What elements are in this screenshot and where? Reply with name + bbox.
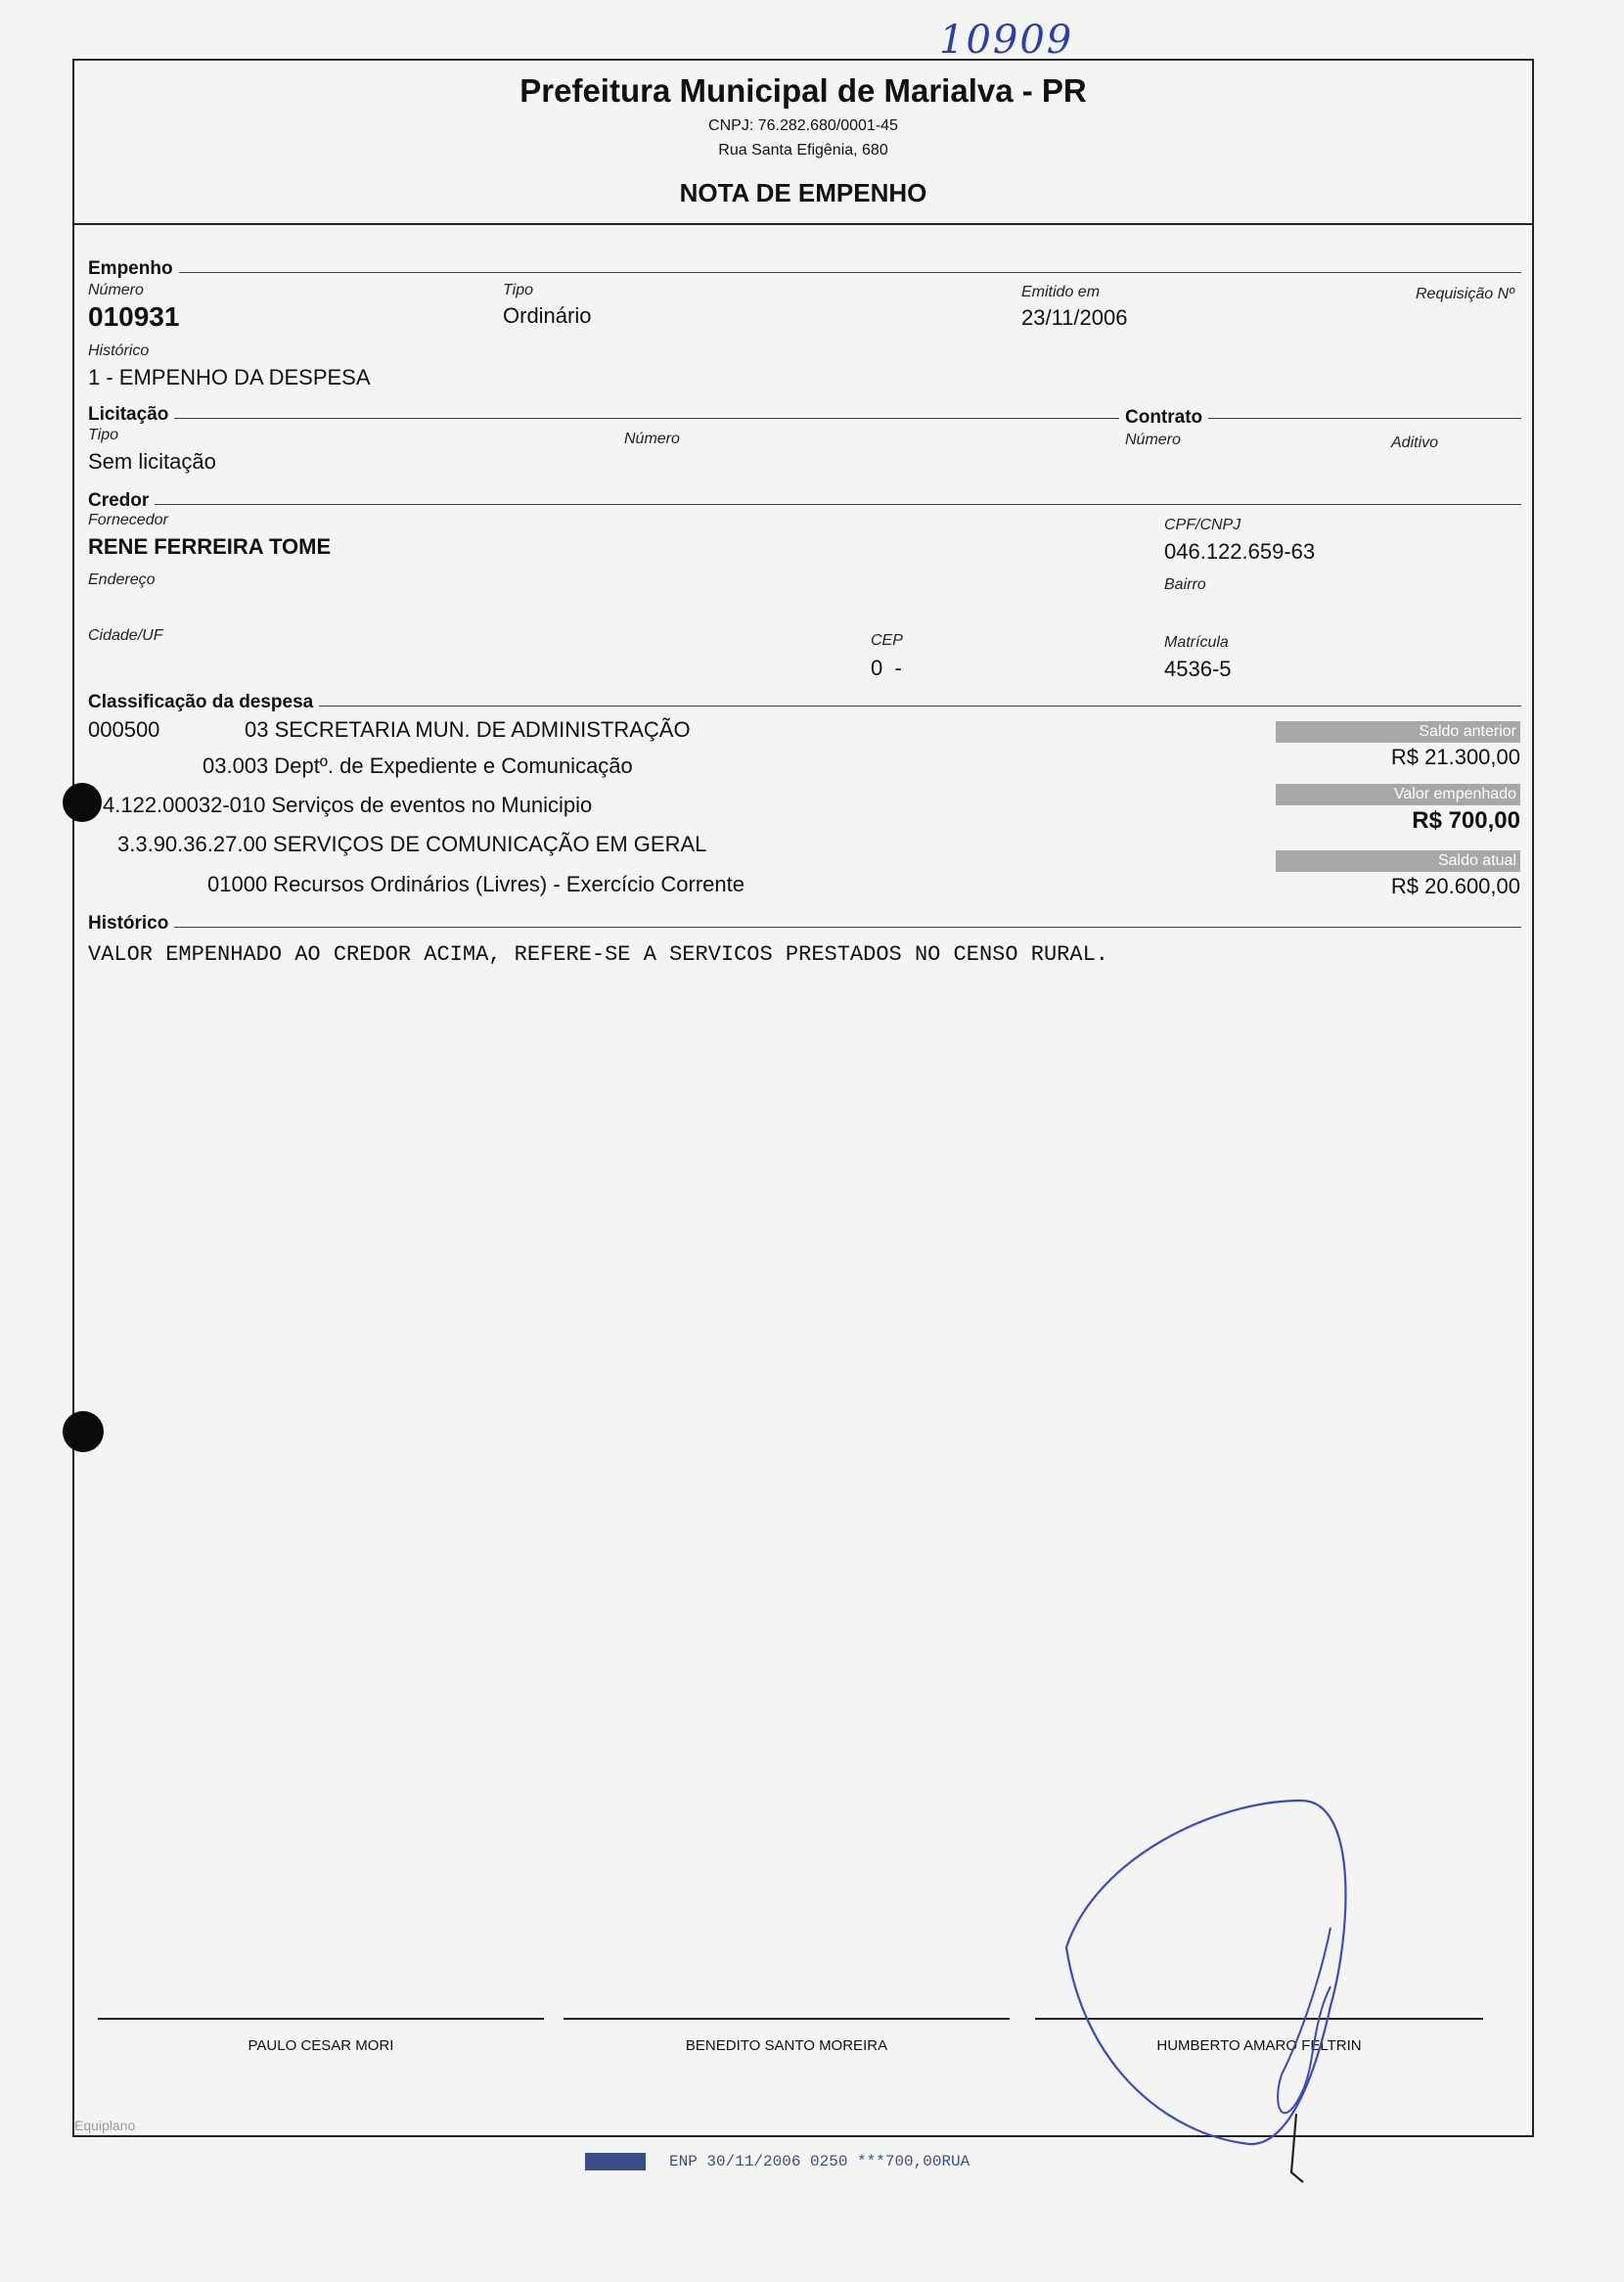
empenho-number: 010931 xyxy=(88,301,180,332)
historico-rule xyxy=(88,927,1521,928)
historico-text: VALOR EMPENHADO AO CREDOR ACIMA, REFERE-SE A SERVICOS PRESTADOS NO CENSO RURAL. xyxy=(88,942,1108,967)
empenho-rule xyxy=(88,272,1521,273)
saldo-anterior-bar: Saldo anterior xyxy=(1276,721,1520,743)
cep-value: 0 - xyxy=(871,656,902,680)
historico-heading: Histórico xyxy=(88,913,174,935)
signature-line-2 xyxy=(564,2018,1010,2020)
classificacao-line3: 4.122.00032-010 Serviços de eventos no Municipio xyxy=(103,793,593,817)
classificacao-code: 000500 xyxy=(88,717,160,742)
emitido-value: 23/11/2006 xyxy=(1021,305,1128,330)
empenho-heading: Empenho xyxy=(88,258,179,280)
fornecedor-label: Fornecedor xyxy=(88,512,168,528)
requisicao-label: Requisição Nº xyxy=(1416,286,1514,302)
licitacao-tipo-value: Sem licitação xyxy=(88,449,216,474)
classificacao-line1: 03 SECRETARIA MUN. DE ADMINISTRAÇÃO xyxy=(245,717,691,742)
contrato-heading: Contrato xyxy=(1119,407,1208,429)
cep-label: CEP xyxy=(871,632,903,649)
cpf-value: 046.122.659-63 xyxy=(1164,539,1316,564)
endereco-label: Endereço xyxy=(88,571,156,588)
handwritten-signature xyxy=(1037,1781,1370,2192)
matricula-value: 4536-5 xyxy=(1164,657,1232,681)
credor-rule xyxy=(88,504,1521,505)
valor-empenhado-bar: Valor empenhado xyxy=(1276,784,1520,805)
software-label: Equiplano xyxy=(74,2118,136,2133)
bairro-label: Bairro xyxy=(1164,576,1206,593)
valor-empenhado-value: R$ 700,00 xyxy=(1412,807,1520,834)
footer-stamp-logo xyxy=(585,2153,646,2170)
signature-name-2: BENEDITO SANTO MOREIRA xyxy=(685,2037,888,2054)
punch-hole-bottom xyxy=(63,1411,104,1452)
licitacao-heading: Licitação xyxy=(88,404,174,426)
cnpj-text: CNPJ: 76.282.680/0001-45 xyxy=(708,117,898,134)
contrato-aditivo-label: Aditivo xyxy=(1391,434,1439,451)
cidade-label: Cidade/UF xyxy=(88,627,163,644)
matricula-label: Matrícula xyxy=(1164,634,1229,651)
licitacao-tipo-label: Tipo xyxy=(88,427,118,443)
saldo-atual-bar: Saldo atual xyxy=(1276,850,1520,872)
emitido-label: Emitido em xyxy=(1021,284,1101,300)
fornecedor-value: RENE FERREIRA TOME xyxy=(88,534,332,559)
signature-line-1 xyxy=(98,2018,544,2020)
page-title: Prefeitura Municipal de Marialva - PR xyxy=(519,72,1087,109)
historico-value: 1 - EMPENHO DA DESPESA xyxy=(88,365,371,389)
handwritten-number: 10909 xyxy=(939,18,1074,63)
tipo-value: Ordinário xyxy=(503,303,592,328)
numero-label: Número xyxy=(88,282,144,298)
doc-title: NOTA DE EMPENHO xyxy=(679,178,927,207)
credor-heading: Credor xyxy=(88,490,155,512)
tipo-label: Tipo xyxy=(503,282,533,298)
classificacao-line4: 3.3.90.36.27.00 SERVIÇOS DE COMUNICAÇÃO EM GERAL xyxy=(117,832,707,856)
saldo-anterior-value: R$ 21.300,00 xyxy=(1390,745,1520,769)
classificacao-line2: 03.003 Deptº. de Expediente e Comunicação xyxy=(203,753,633,778)
signature-name-3: HUMBERTO AMARO FELTRIN xyxy=(1156,2037,1362,2054)
classificacao-heading: Classificação da despesa xyxy=(88,692,319,713)
contrato-numero-label: Número xyxy=(1125,432,1181,448)
cpf-label: CPF/CNPJ xyxy=(1164,517,1241,533)
historico-label: Histórico xyxy=(88,342,150,359)
footer-stamp: ENP 30/11/2006 0250 ***700,00RUA xyxy=(669,2153,970,2170)
classificacao-line5: 01000 Recursos Ordinários (Livres) - Exercício Corrente xyxy=(207,872,744,896)
address-text: Rua Santa Efigênia, 680 xyxy=(718,142,888,159)
saldo-atual-value: R$ 20.600,00 xyxy=(1390,874,1520,898)
signature-name-1: PAULO CESAR MORI xyxy=(248,2037,394,2054)
licitacao-numero-label: Número xyxy=(624,431,680,447)
punch-hole-top xyxy=(63,783,102,822)
licitacao-rule xyxy=(88,418,1521,419)
header-divider xyxy=(72,223,1534,225)
